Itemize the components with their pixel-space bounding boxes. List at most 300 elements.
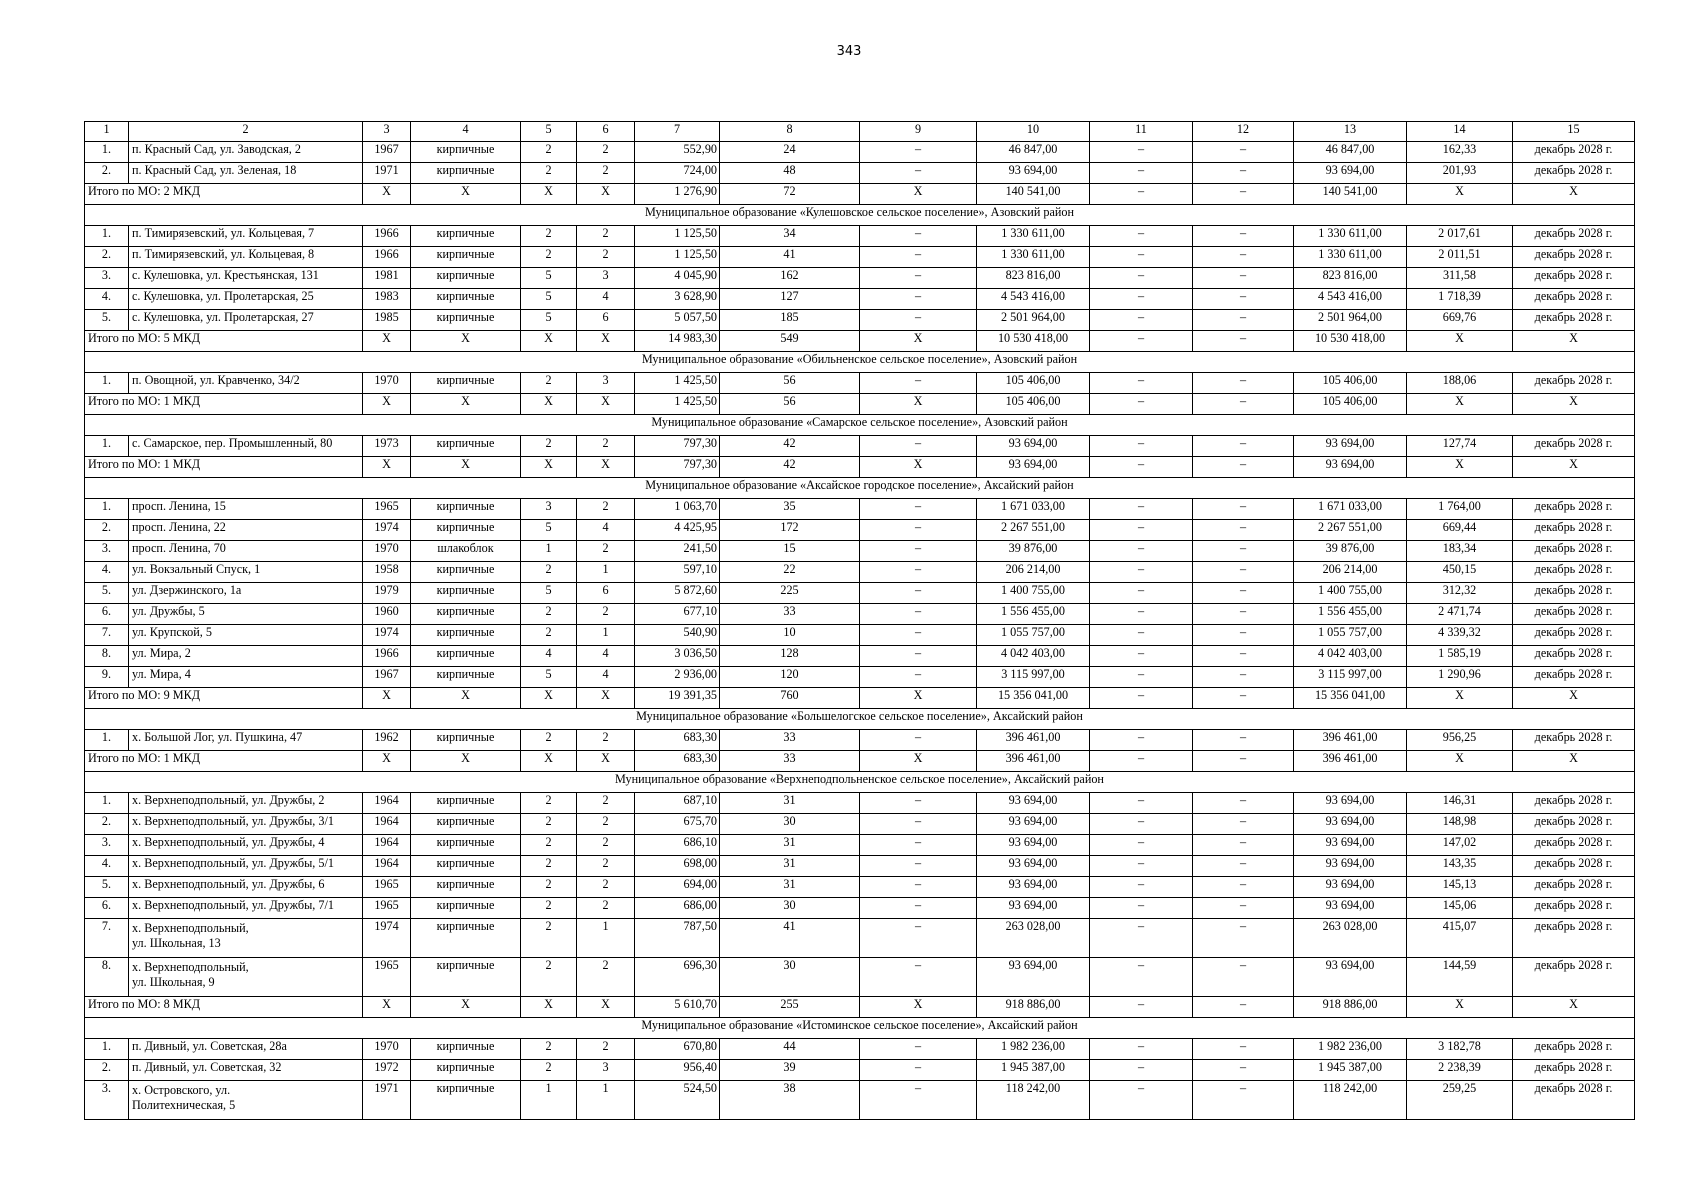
subtotal-cell: Х	[1513, 394, 1635, 415]
row-number-cell: 7.	[85, 625, 129, 646]
subtotal-row	[85, 997, 1635, 1018]
table-cell: –	[1193, 562, 1294, 583]
subtotal-row	[85, 394, 1635, 415]
subtotal-cell: 105 406,00	[1294, 394, 1407, 415]
subtotal-cell: Х	[521, 997, 577, 1018]
table-cell: 1	[577, 919, 635, 958]
table-cell: 1 671 033,00	[1294, 499, 1407, 520]
table-cell: –	[1090, 835, 1193, 856]
table-cell: 183,34	[1407, 541, 1513, 562]
subtotal-cell: 918 886,00	[977, 997, 1090, 1018]
table-cell: 148,98	[1407, 814, 1513, 835]
table-cell: 2	[521, 142, 577, 163]
table-cell: декабрь 2028 г.	[1513, 1039, 1635, 1060]
table-cell: 396 461,00	[1294, 730, 1407, 751]
table-cell: 2	[577, 730, 635, 751]
table-cell: 2	[521, 562, 577, 583]
table-cell: 669,76	[1407, 310, 1513, 331]
table-cell: 1962	[363, 730, 411, 751]
table-cell: 1960	[363, 604, 411, 625]
table-cell: –	[1193, 520, 1294, 541]
table-cell: 2	[521, 793, 577, 814]
table-cell: 823 816,00	[977, 268, 1090, 289]
table-cell: 1 125,50	[635, 226, 720, 247]
address-cell: х. Верхнеподпольный, ул. Школьная, 9	[129, 958, 363, 997]
table-cell: 2	[577, 247, 635, 268]
table-cell: 2	[577, 541, 635, 562]
table-cell: –	[1193, 919, 1294, 958]
table-cell: 1 330 611,00	[977, 247, 1090, 268]
table-cell: 225	[720, 583, 860, 604]
table-row	[85, 730, 1635, 751]
subtotal-cell: 5 610,70	[635, 997, 720, 1018]
table-cell: 2	[577, 877, 635, 898]
table-cell: декабрь 2028 г.	[1513, 667, 1635, 688]
subtotal-cell: 14 983,30	[635, 331, 720, 352]
table-cell: 127	[720, 289, 860, 310]
table-row	[85, 163, 1635, 184]
table-cell: –	[1193, 898, 1294, 919]
table-cell: –	[860, 877, 977, 898]
table-cell: –	[860, 373, 977, 394]
table-cell: –	[860, 226, 977, 247]
subtotal-row	[85, 331, 1635, 352]
table-cell: кирпичные	[411, 520, 521, 541]
table-cell: –	[860, 898, 977, 919]
subtotal-cell: –	[1090, 331, 1193, 352]
table-cell: 30	[720, 898, 860, 919]
municipality-group-row	[85, 205, 1635, 226]
table-cell: 1 330 611,00	[1294, 226, 1407, 247]
table-cell: 1	[577, 562, 635, 583]
buildings-register-table	[84, 121, 1635, 1120]
table-cell: 4	[577, 646, 635, 667]
table-cell: кирпичные	[411, 730, 521, 751]
subtotal-cell: Х	[1407, 331, 1513, 352]
table-cell: 5	[521, 268, 577, 289]
table-row	[85, 958, 1635, 997]
address-cell: ул. Мира, 4	[129, 667, 363, 688]
table-cell: кирпичные	[411, 1039, 521, 1060]
table-cell: 1983	[363, 289, 411, 310]
subtotal-cell: 10 530 418,00	[1294, 331, 1407, 352]
table-cell: 93 694,00	[1294, 856, 1407, 877]
table-row	[85, 142, 1635, 163]
municipality-name: Муниципальное образование «Аксайское городское поселение», Аксайский район	[85, 478, 1635, 499]
table-cell: –	[1090, 919, 1193, 958]
table-cell: 15	[720, 541, 860, 562]
table-cell: декабрь 2028 г.	[1513, 958, 1635, 997]
table-cell: –	[860, 583, 977, 604]
table-row	[85, 835, 1635, 856]
table-cell: кирпичные	[411, 142, 521, 163]
table-cell: 687,10	[635, 793, 720, 814]
table-cell: 146,31	[1407, 793, 1513, 814]
subtotal-cell: Х	[521, 751, 577, 772]
table-cell: 1974	[363, 919, 411, 958]
table-cell: 2 017,61	[1407, 226, 1513, 247]
table-cell: 2 267 551,00	[977, 520, 1090, 541]
address-cell: ул. Дружбы, 5	[129, 604, 363, 625]
table-cell: –	[1090, 1060, 1193, 1081]
table-cell: –	[1193, 856, 1294, 877]
municipality-group-row	[85, 709, 1635, 730]
subtotal-cell: –	[1193, 184, 1294, 205]
address-cell: просп. Ленина, 22	[129, 520, 363, 541]
table-cell: декабрь 2028 г.	[1513, 562, 1635, 583]
subtotal-cell: 255	[720, 997, 860, 1018]
row-number-cell: 6.	[85, 898, 129, 919]
table-cell: 2 267 551,00	[1294, 520, 1407, 541]
table-row	[85, 877, 1635, 898]
subtotal-cell: Х	[1513, 457, 1635, 478]
table-cell: 3	[577, 373, 635, 394]
subtotal-cell: Х	[363, 688, 411, 709]
table-cell: –	[860, 163, 977, 184]
table-cell: 2	[577, 499, 635, 520]
table-cell: 1985	[363, 310, 411, 331]
row-number-cell: 1.	[85, 373, 129, 394]
table-cell: кирпичные	[411, 268, 521, 289]
row-number-cell: 8.	[85, 958, 129, 997]
row-number-cell: 2.	[85, 520, 129, 541]
table-cell: 2 501 964,00	[1294, 310, 1407, 331]
table-row	[85, 919, 1635, 958]
table-cell: 105 406,00	[977, 373, 1090, 394]
table-cell: 145,06	[1407, 898, 1513, 919]
address-cell: просп. Ленина, 70	[129, 541, 363, 562]
subtotal-cell: 93 694,00	[1294, 457, 1407, 478]
table-cell: 2	[577, 226, 635, 247]
subtotal-cell: 72	[720, 184, 860, 205]
table-cell: –	[1193, 541, 1294, 562]
table-cell: кирпичные	[411, 373, 521, 394]
table-cell: 1 556 455,00	[977, 604, 1090, 625]
subtotal-cell: Х	[363, 394, 411, 415]
table-cell: 172	[720, 520, 860, 541]
subtotal-cell: –	[1090, 751, 1193, 772]
row-number-cell: 1.	[85, 436, 129, 457]
table-cell: 188,06	[1407, 373, 1513, 394]
table-cell: декабрь 2028 г.	[1513, 604, 1635, 625]
table-cell: кирпичные	[411, 919, 521, 958]
table-cell: 143,35	[1407, 856, 1513, 877]
subtotal-cell: 33	[720, 751, 860, 772]
table-cell: декабрь 2028 г.	[1513, 142, 1635, 163]
table-cell: 3 115 997,00	[1294, 667, 1407, 688]
column-header: 5	[521, 122, 577, 142]
row-number-cell: 1.	[85, 499, 129, 520]
subtotal-cell: 396 461,00	[1294, 751, 1407, 772]
table-cell: 4	[577, 520, 635, 541]
table-cell: 6	[577, 583, 635, 604]
table-cell: 5 872,60	[635, 583, 720, 604]
table-cell: 42	[720, 436, 860, 457]
table-cell: 44	[720, 1039, 860, 1060]
municipality-group-row	[85, 415, 1635, 436]
municipality-name: Муниципальное образование «Обильненское сельское поселение», Азовский район	[85, 352, 1635, 373]
subtotal-cell: Х	[860, 997, 977, 1018]
table-cell: 1970	[363, 1039, 411, 1060]
table-cell: 4	[577, 289, 635, 310]
subtotal-cell: 1 276,90	[635, 184, 720, 205]
row-number-cell: 1.	[85, 730, 129, 751]
subtotal-cell: Х	[411, 184, 521, 205]
table-cell: 1964	[363, 856, 411, 877]
table-row	[85, 562, 1635, 583]
table-cell: декабрь 2028 г.	[1513, 226, 1635, 247]
row-number-cell: 5.	[85, 877, 129, 898]
table-row	[85, 667, 1635, 688]
table-cell: 2	[521, 814, 577, 835]
table-cell: –	[860, 835, 977, 856]
table-cell: 3	[521, 499, 577, 520]
table-cell: –	[1193, 373, 1294, 394]
subtotal-cell: 396 461,00	[977, 751, 1090, 772]
subtotal-cell: Х	[1407, 688, 1513, 709]
table-cell: кирпичные	[411, 856, 521, 877]
subtotal-cell: Х	[521, 457, 577, 478]
table-cell: 2	[577, 604, 635, 625]
table-cell: –	[1090, 289, 1193, 310]
table-cell: 1 556 455,00	[1294, 604, 1407, 625]
table-cell: 1 063,70	[635, 499, 720, 520]
municipality-name: Муниципальное образование «Верхнеподпольненское сельское поселение», Аксайский район	[85, 772, 1635, 793]
table-cell: 93 694,00	[977, 814, 1090, 835]
table-cell: –	[1193, 1039, 1294, 1060]
table-cell: кирпичные	[411, 289, 521, 310]
table-cell: 1 718,39	[1407, 289, 1513, 310]
table-row	[85, 436, 1635, 457]
municipality-name: Муниципальное образование «Большелогское сельское поселение», Аксайский район	[85, 709, 1635, 730]
table-cell: 686,00	[635, 898, 720, 919]
municipality-group-row	[85, 1018, 1635, 1039]
table-cell: 2	[521, 436, 577, 457]
table-cell: 1 400 755,00	[1294, 583, 1407, 604]
table-cell: 31	[720, 793, 860, 814]
table-cell: –	[1090, 646, 1193, 667]
table-cell: декабрь 2028 г.	[1513, 289, 1635, 310]
table-cell: декабрь 2028 г.	[1513, 499, 1635, 520]
table-cell: 93 694,00	[1294, 436, 1407, 457]
table-cell: кирпичные	[411, 499, 521, 520]
table-row	[85, 373, 1635, 394]
table-cell: 46 847,00	[977, 142, 1090, 163]
table-cell: –	[860, 730, 977, 751]
table-cell: 93 694,00	[1294, 814, 1407, 835]
subtotal-cell: Х	[577, 997, 635, 1018]
row-number-cell: 2.	[85, 1060, 129, 1081]
subtotal-cell: Х	[411, 997, 521, 1018]
table-cell: 3	[577, 1060, 635, 1081]
table-cell: –	[1193, 730, 1294, 751]
table-cell: –	[860, 667, 977, 688]
table-cell: кирпичные	[411, 310, 521, 331]
subtotal-cell: Х	[363, 997, 411, 1018]
table-cell: 145,13	[1407, 877, 1513, 898]
table-cell: 1 330 611,00	[977, 226, 1090, 247]
subtotal-cell: 1 425,50	[635, 394, 720, 415]
subtotal-cell: Х	[411, 688, 521, 709]
table-cell: декабрь 2028 г.	[1513, 541, 1635, 562]
subtotal-cell: Х	[411, 457, 521, 478]
subtotal-cell: 42	[720, 457, 860, 478]
table-row	[85, 793, 1635, 814]
column-header: 4	[411, 122, 521, 142]
table-cell: 1 982 236,00	[977, 1039, 1090, 1060]
table-cell: декабрь 2028 г.	[1513, 814, 1635, 835]
address-cell: х. Верхнеподпольный, ул. Дружбы, 7/1	[129, 898, 363, 919]
table-cell: 540,90	[635, 625, 720, 646]
subtotal-cell: Х	[1513, 751, 1635, 772]
table-cell: 4 045,90	[635, 268, 720, 289]
table-cell: 1 945 387,00	[1294, 1060, 1407, 1081]
row-number-cell: 6.	[85, 604, 129, 625]
address-cell: ул. Вокзальный Спуск, 1	[129, 562, 363, 583]
table-row	[85, 604, 1635, 625]
table-cell: 93 694,00	[1294, 793, 1407, 814]
table-cell: декабрь 2028 г.	[1513, 583, 1635, 604]
table-cell: 34	[720, 226, 860, 247]
table-cell: 93 694,00	[977, 898, 1090, 919]
subtotal-cell: –	[1090, 394, 1193, 415]
table-cell: –	[860, 856, 977, 877]
table-cell: 1967	[363, 142, 411, 163]
table-cell: 696,30	[635, 958, 720, 997]
table-cell: 2	[577, 793, 635, 814]
table-cell: декабрь 2028 г.	[1513, 268, 1635, 289]
table-cell: –	[1193, 1081, 1294, 1120]
table-cell: –	[1193, 142, 1294, 163]
table-cell: –	[1090, 499, 1193, 520]
table-cell: 41	[720, 247, 860, 268]
table-cell: –	[860, 142, 977, 163]
table-row	[85, 898, 1635, 919]
table-cell: 956,25	[1407, 730, 1513, 751]
table-cell: 2	[577, 835, 635, 856]
table-row	[85, 499, 1635, 520]
table-cell: –	[860, 310, 977, 331]
subtotal-cell: Х	[363, 457, 411, 478]
table-cell: –	[1090, 373, 1193, 394]
table-cell: декабрь 2028 г.	[1513, 646, 1635, 667]
table-cell: 1964	[363, 814, 411, 835]
table-cell: 2	[577, 436, 635, 457]
subtotal-cell: Х	[363, 751, 411, 772]
address-cell: х. Большой Лог, ул. Пушкина, 47	[129, 730, 363, 751]
table-cell: 48	[720, 163, 860, 184]
table-cell: 2	[521, 226, 577, 247]
municipality-group-row	[85, 772, 1635, 793]
address-cell: п. Красный Сад, ул. Заводская, 2	[129, 142, 363, 163]
table-cell: 2 238,39	[1407, 1060, 1513, 1081]
subtotal-label: Итого по МО: 5 МКД	[85, 331, 363, 352]
table-cell: 683,30	[635, 730, 720, 751]
table-cell: 46 847,00	[1294, 142, 1407, 163]
table-row	[85, 247, 1635, 268]
subtotal-cell: Х	[1407, 184, 1513, 205]
table-cell: 2	[521, 730, 577, 751]
table-cell: 93 694,00	[977, 856, 1090, 877]
table-cell: 2	[521, 919, 577, 958]
table-cell: 2 936,00	[635, 667, 720, 688]
table-cell: –	[1193, 268, 1294, 289]
subtotal-cell: 760	[720, 688, 860, 709]
row-number-cell: 4.	[85, 289, 129, 310]
address-cell: х. Верхнеподпольный, ул. Дружбы, 2	[129, 793, 363, 814]
column-header: 11	[1090, 122, 1193, 142]
subtotal-label: Итого по МО: 1 МКД	[85, 394, 363, 415]
address-cell: с. Самарское, пер. Промышленный, 80	[129, 436, 363, 457]
table-cell: 93 694,00	[977, 436, 1090, 457]
table-cell: 3 115 997,00	[977, 667, 1090, 688]
table-cell: 311,58	[1407, 268, 1513, 289]
table-cell: 1972	[363, 1060, 411, 1081]
table-cell: –	[860, 625, 977, 646]
table-cell: 2	[577, 163, 635, 184]
subtotal-cell: Х	[1513, 184, 1635, 205]
table-cell: –	[1090, 958, 1193, 997]
table-cell: кирпичные	[411, 835, 521, 856]
table-cell: 524,50	[635, 1081, 720, 1120]
table-cell: –	[1090, 793, 1193, 814]
municipality-group-row	[85, 352, 1635, 373]
subtotal-cell: Х	[1407, 997, 1513, 1018]
table-cell: 1	[521, 1081, 577, 1120]
table-cell: 4 339,32	[1407, 625, 1513, 646]
table-row	[85, 520, 1635, 541]
table-cell: –	[1193, 835, 1294, 856]
subtotal-label: Итого по МО: 1 МКД	[85, 457, 363, 478]
table-cell: декабрь 2028 г.	[1513, 310, 1635, 331]
table-cell: 24	[720, 142, 860, 163]
subtotal-cell: Х	[521, 688, 577, 709]
row-number-cell: 2.	[85, 814, 129, 835]
table-cell: 1 671 033,00	[977, 499, 1090, 520]
address-cell: п. Красный Сад, ул. Зеленая, 18	[129, 163, 363, 184]
table-cell: –	[1193, 499, 1294, 520]
table-cell: –	[860, 499, 977, 520]
table-cell: 3 182,78	[1407, 1039, 1513, 1060]
subtotal-cell: Х	[1513, 331, 1635, 352]
table-cell: 3 628,90	[635, 289, 720, 310]
subtotal-cell: Х	[577, 457, 635, 478]
address-cell: п. Тимирязевский, ул. Кольцевая, 8	[129, 247, 363, 268]
table-cell: 4 042 403,00	[977, 646, 1090, 667]
address-cell: х. Верхнеподпольный, ул. Дружбы, 6	[129, 877, 363, 898]
table-cell: 2	[521, 856, 577, 877]
row-number-cell: 1.	[85, 1039, 129, 1060]
table-cell: 4	[577, 667, 635, 688]
table-cell: декабрь 2028 г.	[1513, 247, 1635, 268]
table-cell: 2	[521, 835, 577, 856]
table-row	[85, 646, 1635, 667]
table-cell: –	[860, 268, 977, 289]
subtotal-cell: Х	[411, 751, 521, 772]
table-cell: –	[860, 958, 977, 997]
table-cell: 2 471,74	[1407, 604, 1513, 625]
address-cell: с. Кулешовка, ул. Пролетарская, 27	[129, 310, 363, 331]
row-number-cell: 3.	[85, 1081, 129, 1120]
table-cell: –	[860, 604, 977, 625]
table-cell: 1 982 236,00	[1294, 1039, 1407, 1060]
row-number-cell: 5.	[85, 583, 129, 604]
table-cell: 956,40	[635, 1060, 720, 1081]
address-cell: х. Верхнеподпольный, ул. Школьная, 13	[129, 919, 363, 958]
municipality-group-row	[85, 478, 1635, 499]
table-cell: декабрь 2028 г.	[1513, 163, 1635, 184]
table-cell: 2	[521, 604, 577, 625]
